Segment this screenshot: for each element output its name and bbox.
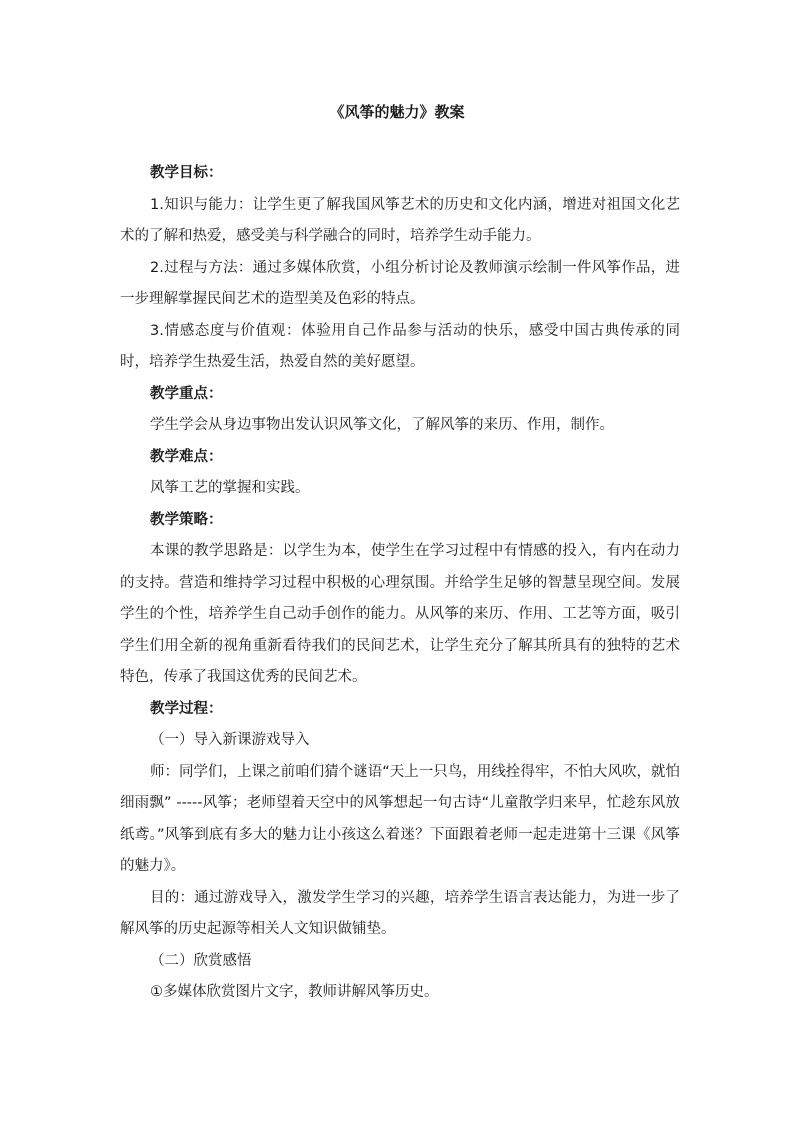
section-heading-key-points: 教学重点： [150, 385, 223, 402]
process-step-intro: （一）导入新课游戏导入 [150, 732, 310, 748]
process-step-appreciation: （二）欣赏感悟 [150, 952, 252, 969]
intro-purpose: 目的：通过游戏导入，激发学生学习的兴趣，培养学生语言表达能力，为进一步了解风筝的历史起源等相关人文知识做铺垫。 [120, 889, 680, 937]
objective-knowledge: 1.知识与能力：让学生更了解我国风筝艺术的历史和文化内涵，增进对祖国文化艺术的了解和热爱，感受美与科学融合的同时，培养学生动手能力。 [120, 196, 680, 244]
appreciation-item-1: ①多媒体欣赏图片文字，教师讲解风筝历史。 [150, 984, 439, 1000]
section-heading-difficulties: 教学难点： [150, 448, 223, 465]
objective-process: 2.过程与方法：通过多媒体欣赏，小组分析讨论及教师演示绘制一件风筝作品，进一步理解掌握民间艺术的造型美及色彩的特点。 [120, 259, 680, 307]
difficulties-text: 风筝工艺的掌握和实践。 [150, 480, 310, 496]
document-title: 《风筝的魅力》教案 [329, 103, 465, 121]
document-body [120, 158, 680, 1009]
key-points-text: 学生学会从身边事物出发认识风筝文化，了解风筝的来历、作用，制作。 [150, 417, 614, 433]
objective-attitude: 3.情感态度与价值观：体验用自己作品参与活动的快乐，感受中国古典传承的同时，培养学生热爱生活，热爱自然的美好愿望。 [120, 322, 680, 370]
section-heading-objectives: 教学目标： [150, 165, 223, 181]
teacher-dialogue: 师：同学们，上课之前咱们猜个谜语“天上一只鸟，用线拴得牢，不怕大风吹，就怕细雨飘” -----风筝；老师望着天空中的风筝想起一句古诗“儿童散学归来早，忙趁东风放纸鸢。”风筝到底有多大的魅力让小孩这么着迷？下面跟着老师一起走进第十三课《风筝的魅力》。 [120, 763, 680, 874]
section-heading-strategy: 教学策略： [150, 511, 223, 528]
section-heading-process: 教学过程： [150, 700, 223, 717]
strategy-text: 本课的教学思路是：以学生为本，使学生在学习过程中有情感的投入，有内在动力的支持。营造和维持学习过程中积极的心理氛围。并给学生足够的智慧呈现空间。发展学生的个性，培养学生自己动手创作的能力。从风筝的来历、作用、工艺等方面，吸引学生们用全新的视角重新看待我们的民间艺术，让学生充分了解其所具有的独特的艺术特色，传承了我国这优秀的民间艺术。 [120, 543, 680, 685]
